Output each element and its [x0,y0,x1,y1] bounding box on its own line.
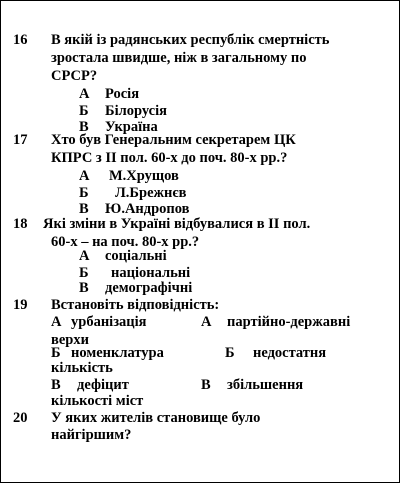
question-text-line: Хто був Генеральним секретарем ЦК [51,132,296,148]
question-number: 16 [13,32,28,48]
question-text-line: Які зміни в Україні відбувалися в ІІ пол. [43,216,311,232]
option-text: Ю.Андропов [105,201,190,217]
option-text: національні [111,265,191,281]
question-text-line: СРСР? [51,68,98,84]
match-left-text: номенклатура [71,345,164,361]
option-text: соціальні [105,248,167,264]
match-left-letter: В [51,377,61,393]
match-right-text: збільшення [227,377,304,393]
option-letter: В [79,201,89,217]
match-left-continuation: кількості міст [51,393,144,409]
option-letter: Б [79,103,89,119]
option-letter: В [79,119,89,135]
question-number: 19 [13,297,28,313]
option-text: Росія [105,86,140,102]
option-letter: Б [79,185,89,201]
match-left-continuation: кількість [51,360,113,376]
match-right-letter: А [201,314,212,330]
option-text: М.Хрущов [109,168,179,184]
match-right-letter: Б [225,345,235,361]
question-number: 18 [13,216,28,232]
match-left-letter: Б [51,345,61,361]
question-text-line: 60-х – на поч. 80-х рр.? [51,234,200,250]
match-left-text: урбанізація [71,314,147,330]
option-letter: А [79,86,90,102]
match-left-text: дефіцит [77,377,129,393]
question-text-line: Встановіть відповідність: [51,297,220,313]
match-left-continuation: верхи [51,332,89,348]
question-number: 17 [13,132,28,148]
question-text-line: найгіршим? [51,427,132,443]
question-number: 20 [13,410,28,426]
match-right-letter: В [201,377,211,393]
option-letter: В [79,280,89,296]
option-letter: А [79,248,90,264]
question-text-line: КПРС з ІІ пол. 60-х до поч. 80-х рр.? [51,150,288,166]
option-letter: А [79,168,90,184]
match-right-text: недостатня [253,345,327,361]
option-text: демографічні [105,280,193,296]
option-text: Л.Брежнєв [115,185,187,201]
match-right-text: партійно-державні [227,314,351,330]
option-text: Україна [105,119,158,135]
question-text-line: В якій із радянських республік смертність [51,32,330,48]
option-letter: Б [79,265,89,281]
question-text-line: зростала швидше, ніж в загальному по [51,50,307,66]
option-text: Білорусія [105,103,167,119]
question-text-line: У яких жителів становище було [51,410,261,426]
match-left-letter: А [51,314,62,330]
